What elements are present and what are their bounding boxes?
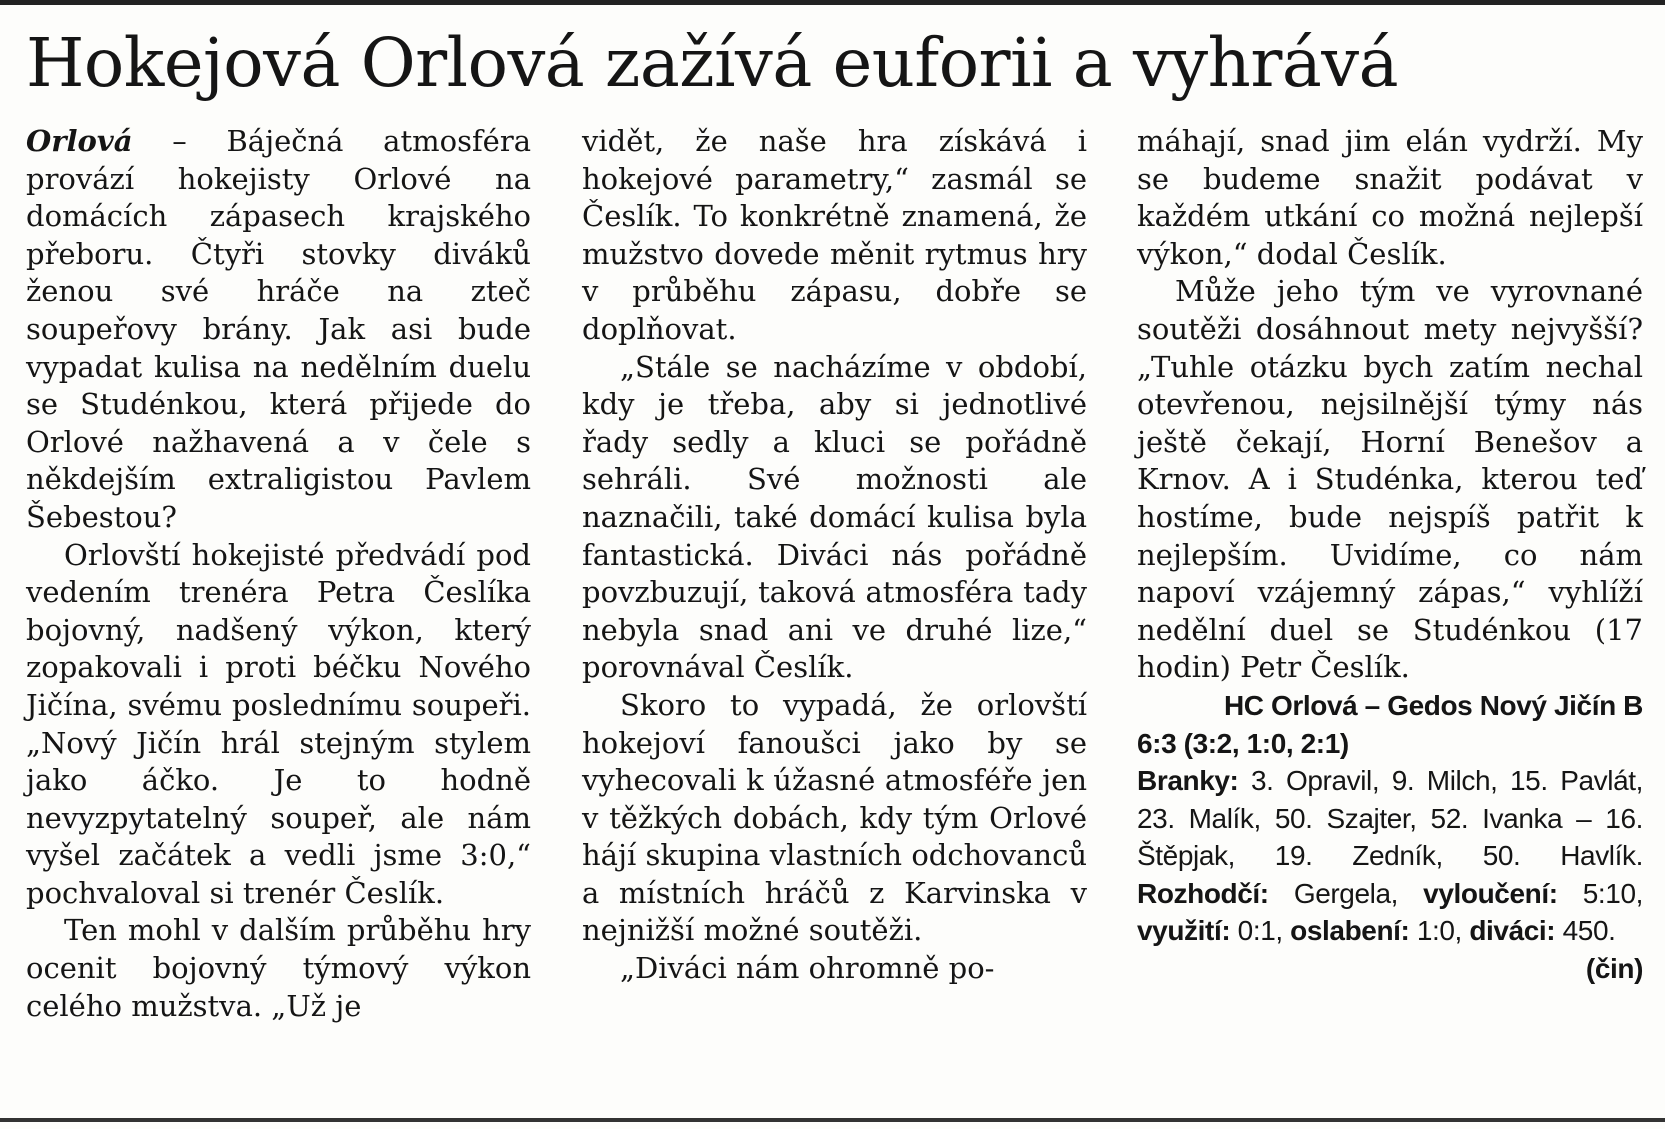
dateline: Orlová bbox=[26, 124, 133, 158]
article-paragraph: Skoro to vypadá, že orlovští hokejoví fanoušci jako by se vyhecovali k úžasné atmosféře jen v těžkých dobách, kdy tým Orlové hájí skupina vlastních odchovanců a místních hráčů z Karvinska v nejnižší možné soutěži. bbox=[582, 687, 1087, 948]
goals-label: Branky: bbox=[1137, 765, 1239, 797]
article-paragraph: Může jeho tým ve vyrovnané soutěži dosáhnout mety nejvyšší? „Tuhle otázku bych zatím nechal otevřenou, nejsilnější týmy nás ještě čekají, Horní Benešov a Krnov. A i Studénka, kterou teď hostíme, bude nejspíš patřit k nejlepším. Uvidíme, co nám napoví vzájemný zápas,“ vyhlíží nedělní duel se Studénkou (17 hodin) Petr Česlík. bbox=[1137, 274, 1643, 685]
article-column-2 bbox=[582, 123, 1087, 988]
dateline-dash: – bbox=[132, 124, 227, 158]
match-result-box bbox=[1137, 687, 1644, 985]
article-headline: Hokejová Orlová zažívá euforii a vyhrává bbox=[26, 24, 1399, 102]
article-column-1 bbox=[26, 123, 531, 1025]
article-paragraph: vidět, že naše hra získává i hokejové parametry,“ zasmál se Česlík. To konkrétně znamená, že mužstvo dovede měnit rytmus hry v průběhu zápasu, dobře se doplňovat. bbox=[582, 124, 1087, 346]
article-paragraph: Orlovští hokejisté předvádí pod vedením trenéra Petra Česlíka bojovný, nadšený výkon, který zopakovali i proti béčku Nového Jičína, svému poslednímu soupeři. „Nový Jičín hrál stejným stylem jako áčko. Je to hodně nevyzpytatelný soupeř, ale nám vyšel začátek a vedli jsme 3:0,“ pochvaloval si trenér Česlík. bbox=[26, 537, 531, 910]
short-handed-value: 1:0, bbox=[1409, 915, 1470, 947]
power-play-label: využití: bbox=[1137, 915, 1231, 947]
article-paragraph: máhají, snad jim elán vydrží. My se budeme snažit podávat v každém utkání co možná nejlepší výkon,“ dodal Česlík. bbox=[1137, 124, 1643, 271]
article-column-3 bbox=[1137, 123, 1643, 988]
match-details bbox=[1137, 762, 1644, 985]
article-paragraph: „Diváci nám ohromně po- bbox=[620, 951, 995, 986]
article-paragraph: Ten mohl v dalším průběhu hry ocenit bojovný týmový výkon celého mužstva. „Už je bbox=[26, 913, 531, 1023]
short-handed-label: oslabení: bbox=[1290, 915, 1410, 947]
paragraph-text: Báječná atmosféra provází hokejisty Orlové na domácích zápasech krajského přeboru. Čtyři stovky diváků ženou své hráče na zteč soupeřovy brány. Jak asi bude vypadat kulisa na nedělním duelu se Studénkou, která přijede do Orlové nažhavená a v čele s někdejším extraligistou Pavlem Šebestou? bbox=[26, 124, 531, 534]
goals-value: 3. Opravil, 9. Milch, 15. Pavlát, 23. Malík, 50. Szajter, 52. Ivanka – 16. Štěpjak, 19. Zedník, 50. Havlík. bbox=[1137, 765, 1643, 872]
penalties-label: vyloučení: bbox=[1423, 877, 1558, 909]
article-paragraph bbox=[26, 123, 531, 537]
bottom-rule bbox=[0, 1118, 1665, 1122]
attendance-value: 450. bbox=[1555, 915, 1616, 947]
author-byline: (čin) bbox=[1585, 953, 1643, 985]
article-paragraph: „Stále se nacházíme v období, kdy je třeba, aby si jednotlivé řady sedly a kluci se pořádně sehráli. Své možnosti ale naznačili, také domácí kulisa byla fantastická. Diváci nás pořádně povzbuzují, taková atmosféra tady nebyla snad ani ve druhé lize,“ porovnával Česlík. bbox=[582, 349, 1087, 685]
attendance-label: diváci: bbox=[1469, 915, 1556, 947]
top-rule bbox=[0, 0, 1665, 5]
penalties-value: 5:10, bbox=[1557, 877, 1644, 909]
match-score: 6:3 (3:2, 1:0, 2:1) bbox=[1137, 727, 1349, 759]
match-title: HC Orlová – Gedos Nový Jičín B bbox=[1223, 689, 1643, 721]
power-play-value: 0:1, bbox=[1230, 915, 1291, 947]
referee-label: Rozhodčí: bbox=[1137, 877, 1269, 909]
referee-value: Gergela, bbox=[1268, 877, 1424, 909]
